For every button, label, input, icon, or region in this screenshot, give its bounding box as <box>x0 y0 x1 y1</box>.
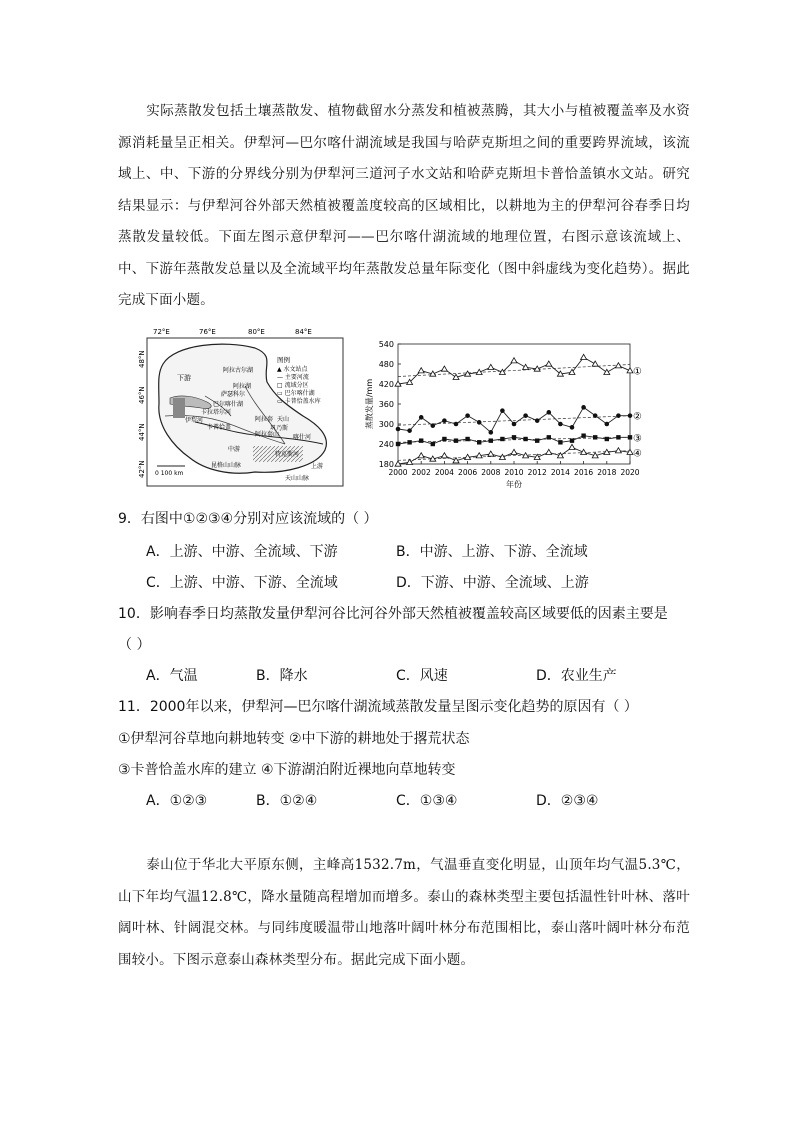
data-point <box>489 438 493 442</box>
passage-2: 泰山位于华北大平原东侧，主峰高1532.7m，气温垂直变化明显，山顶年均气温5.3℃，山下年均气温12.8℃，降水量随高程增加而增多。泰山的森林类型主要包括温性针叶林、落叶阔叶林、针阔混交林。与同纬度暖温带山地落叶阔叶林分布范围相比，泰山落叶阔叶林分布范围较小。下图示意泰山森林类型分布。据此完成下面小题。 <box>118 857 690 968</box>
data-point <box>615 448 621 453</box>
data-point <box>454 438 458 442</box>
place-label: 伊犁河 <box>185 417 204 424</box>
data-point <box>535 438 539 442</box>
x-tick-label: 2018 <box>597 468 617 477</box>
lon-label: 84°E <box>295 328 312 336</box>
data-point <box>488 451 494 456</box>
q10-option-c[interactable]: C．风速 <box>396 668 448 684</box>
data-point <box>523 364 529 369</box>
data-point <box>570 425 575 430</box>
data-point <box>476 369 482 374</box>
q10-stem: 10．影响春季日均蒸散发量伊犁河谷比河谷外部天然植被覆盖较高区域要低的因素主要是 <box>118 606 668 622</box>
data-point <box>547 410 552 415</box>
data-point <box>628 413 633 418</box>
x-tick-label: 2004 <box>434 468 454 477</box>
x-tick-label: 2010 <box>504 468 524 477</box>
lon-label: 76°E <box>199 328 216 336</box>
data-point <box>605 437 609 441</box>
data-point <box>546 449 552 454</box>
data-point <box>465 437 469 441</box>
lat-label: 48°N <box>138 350 146 368</box>
q10-option-b[interactable]: B．降水 <box>256 668 308 684</box>
place-label: 特克斯河 <box>275 451 300 458</box>
y-tick-label: 360 <box>378 400 394 409</box>
lat-label: 42°N <box>138 460 146 478</box>
q9-option-c[interactable]: C．上游、中游、下游、全流域 <box>146 575 338 591</box>
lon-label: 80°E <box>248 328 265 336</box>
data-point <box>477 440 481 444</box>
q11-stem: 11．2000年以来，伊犁河—巴尔喀什湖流域蒸散发量呈图示变化趋势的原因有（ ） <box>118 699 638 715</box>
y-axis-label: 蒸散发量/mm <box>365 378 374 430</box>
place-label: 天山山脉 <box>285 475 310 482</box>
data-point <box>581 354 587 359</box>
series-label: ④ <box>633 448 642 460</box>
y-tick-label: 240 <box>378 440 394 449</box>
place-label: 昆格山山脉 <box>211 462 242 469</box>
data-point <box>628 435 632 439</box>
series-label: ② <box>633 411 642 423</box>
data-point <box>535 418 540 423</box>
data-point <box>570 438 574 442</box>
y-tick-label: 420 <box>378 380 394 389</box>
place-label: 萨瑟科尔 <box>221 391 246 398</box>
data-point <box>511 358 517 363</box>
lat-label: 46°N <box>138 386 146 404</box>
data-point <box>407 428 412 433</box>
basin-map <box>135 326 347 488</box>
data-point <box>431 442 435 446</box>
q11-option-b[interactable]: B．①②④ <box>256 793 318 809</box>
q11-statements-2: ③卡普恰盖水库的建立 ④下游湖泊附近裸地向草地转变 <box>118 762 456 778</box>
x-tick-label: 2000 <box>388 468 408 477</box>
data-point <box>419 415 424 420</box>
data-point <box>441 366 447 371</box>
data-point <box>523 413 528 418</box>
q9-option-b[interactable]: B．中游、上游、下游、全流域 <box>396 544 588 560</box>
place-label: 喀什河 <box>293 434 312 441</box>
data-point <box>616 435 620 439</box>
data-point <box>407 440 411 444</box>
data-point <box>477 420 482 425</box>
data-point <box>605 422 610 427</box>
data-point <box>442 418 447 423</box>
place-label: 天山 <box>277 416 290 423</box>
q11-statements-1: ①伊犁河谷草地向耕地转变 ②中下游的耕地处于撂荒状态 <box>118 731 470 747</box>
data-point <box>442 437 446 441</box>
y-tick-label: 180 <box>378 460 394 469</box>
passage-1: 实际蒸散发包括土壤蒸散发、植物截留水分蒸发和植被蒸腾，其大小与植被覆盖率及水资源消耗量呈正相关。伊犁河—巴尔喀什湖流域是我国与哈萨克斯坦之间的重要跨界流域，该流域上、中、下游的分界线分别为伊犁河三道河子水文站和哈萨克斯坦卡普恰盖镇水文站。研究结果显示：与伊犁河谷外部天然植被覆盖度较高的区域相比，以耕地为主的伊犁河谷春季日均蒸散发量较低。下面左图示意伊犁河——巴尔喀什湖流域的地理位置，右图示意该流域上、中、下游年蒸散发总量以及全流域平均年蒸散发总量年际变化（图中斜虚线为变化趋势）。据此完成下面小题。 <box>118 103 690 308</box>
legend-title: 图例 <box>277 356 290 364</box>
q11-option-d[interactable]: D．②③④ <box>536 793 599 809</box>
data-point <box>581 449 587 454</box>
data-point <box>512 435 516 439</box>
scale-label: 0 100 km <box>155 470 184 477</box>
data-point <box>604 369 610 374</box>
y-tick-label: 300 <box>378 420 394 429</box>
x-axis-label: 年份 <box>506 480 522 489</box>
data-point <box>418 453 424 458</box>
data-point <box>500 437 504 441</box>
data-point <box>581 405 586 410</box>
place-label: 阿拉套山 <box>255 431 280 438</box>
q10-option-a[interactable]: A．气温 <box>146 668 198 684</box>
place-label: 巩乃斯 <box>270 425 289 432</box>
q9-option-d[interactable]: D．下游、中游、全流域、上游 <box>396 575 589 591</box>
q11-option-a[interactable]: A．①②③ <box>146 793 208 809</box>
data-point <box>396 442 400 446</box>
series-label: ① <box>633 366 642 378</box>
lat-label: 44°N <box>138 423 146 441</box>
x-tick-label: 2016 <box>574 468 594 477</box>
series-label: ③ <box>633 433 642 445</box>
x-tick-label: 2006 <box>458 468 478 477</box>
y-tick-label: 480 <box>378 360 394 369</box>
place-label: 阿拉古尔湖 <box>223 367 254 374</box>
data-point <box>512 422 517 427</box>
data-point <box>547 435 551 439</box>
x-tick-label: 2008 <box>481 468 501 477</box>
data-point <box>616 413 621 418</box>
x-tick-label: 2002 <box>411 468 431 477</box>
reservoir <box>173 398 185 418</box>
data-point <box>407 459 413 464</box>
place-label: 上游 <box>311 463 324 470</box>
place-label: 阿拉湖 <box>233 383 252 390</box>
data-point <box>546 361 552 366</box>
data-point <box>465 413 470 418</box>
data-point <box>396 427 401 432</box>
evaporation-chart <box>360 336 645 496</box>
data-point <box>511 449 517 454</box>
q9-option-a[interactable]: A．上游、中游、全流域、下游 <box>146 544 338 560</box>
lon-label: 72°E <box>153 328 170 336</box>
q10-option-d[interactable]: D．农业生产 <box>536 668 617 684</box>
legend-item: ▲ 水文站点 <box>277 366 308 373</box>
data-point <box>419 438 423 442</box>
y-tick-label: 540 <box>378 340 394 349</box>
place-label: 巴尔喀什湖 <box>213 401 244 408</box>
x-tick-label: 2012 <box>527 468 547 477</box>
data-point <box>488 364 494 369</box>
q9-stem: 9．右图中①②③④分别对应该流域的（ ） <box>118 511 378 527</box>
legend-item: ▭ 巴尔喀什湖 <box>277 390 315 397</box>
data-point <box>454 422 459 427</box>
data-point <box>593 413 598 418</box>
place-label: 中游 <box>228 446 241 453</box>
place-label: 阿拉套 <box>255 416 274 423</box>
q10-stem-bracket: （ ） <box>118 637 151 653</box>
data-point <box>489 430 494 435</box>
series-line <box>398 407 630 432</box>
data-point <box>418 368 424 373</box>
legend-item: ▭ 卡普恰盖水库 <box>277 398 321 405</box>
legend-item: — 主要河流 <box>277 374 309 381</box>
place-label: 卡拉塔尔河 <box>201 409 232 416</box>
data-point <box>569 444 575 449</box>
data-point <box>593 435 597 439</box>
data-point <box>431 423 436 428</box>
data-point <box>500 408 505 413</box>
data-point <box>592 361 598 366</box>
q11-option-c[interactable]: C．①③④ <box>396 793 458 809</box>
x-tick-label: 2020 <box>620 468 640 477</box>
data-point <box>558 440 562 444</box>
place-label: 卡普恰盖 <box>207 424 232 431</box>
place-label: 下游 <box>177 374 191 382</box>
data-point <box>581 433 585 437</box>
data-point <box>558 422 563 427</box>
data-point <box>523 437 527 441</box>
legend-item: □ 流域分区 <box>277 382 309 389</box>
data-point <box>441 453 447 458</box>
x-tick-label: 2014 <box>550 468 570 477</box>
